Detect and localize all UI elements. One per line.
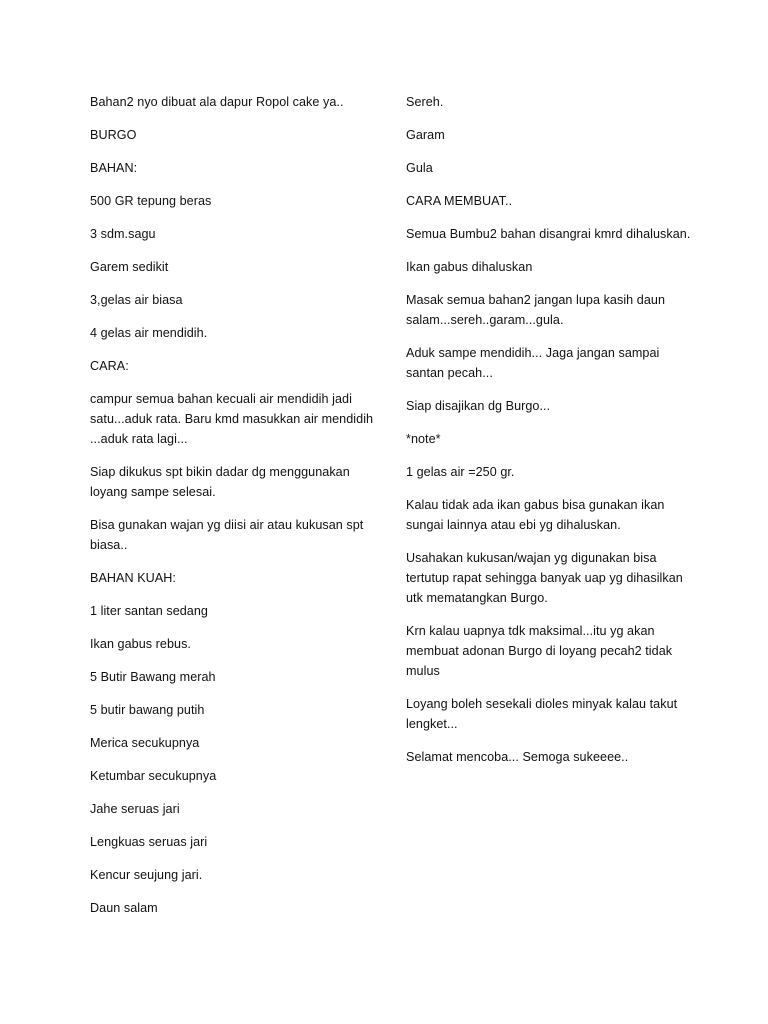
sauce-ingredient-line: Ikan gabus rebus. [90,637,191,651]
note-heading: *note* [406,432,441,446]
sauce-ingredient-line: Jahe seruas jari [90,802,180,816]
method-step: campur semua bahan kecuali air mendidih jadi satu...aduk rata. Baru kmd masukkan air mendidih ...aduk rata lagi... [90,392,374,446]
note-line: Krn kalau uapnya tdk maksimal...itu yg akan membuat adonan Burgo di loyang pecah2 tidak mulus [406,624,673,678]
note-line: 1 gelas air =250 gr. [406,465,515,479]
recipe-title: BURGO [90,128,137,142]
sauce-method-step: Siap disajikan dg Burgo... [406,399,551,413]
sauce-ingredient-line: 5 butir bawang putih [90,703,205,717]
method-step: Siap dikukus spt bikin dadar dg menggunakan loyang sampe selesai. [90,465,350,499]
sauce-ingredient-line: Garam [406,128,445,142]
note-line: Kalau tidak ada ikan gabus bisa gunakan ikan sungai lainnya atau ebi yg dihaluskan. [406,498,665,532]
sauce-method-heading: CARA MEMBUAT.. [406,194,513,208]
sauce-method-step: Semua Bumbu2 bahan disangrai kmrd dihaluskan. [406,227,691,241]
ingredient-line: 3 sdm.sagu [90,227,156,241]
ingredient-line: Garem sedikit [90,260,169,274]
sauce-ingredient-line: Merica secukupnya [90,736,200,750]
sauce-method-step: Ikan gabus dihaluskan [406,260,533,274]
sauce-ingredient-line: Ketumbar secukupnya [90,769,217,783]
ingredient-line: 500 GR tepung beras [90,194,212,208]
ingredients-heading: BAHAN: [90,161,138,175]
sauce-ingredient-line: 1 liter santan sedang [90,604,208,618]
note-line: Usahakan kukusan/wajan yg digunakan bisa tertutup rapat sehingga banyak uap yg dihasilkan utk mematangkan Burgo. [406,551,683,605]
method-heading: CARA: [90,359,129,373]
sauce-method-step: Masak semua bahan2 jangan lupa kasih daun salam...sereh..garam...gula. [406,293,666,327]
closing-line: Selamat mencoba... Semoga sukeeee.. [406,750,629,764]
sauce-ingredient-line: Lengkuas seruas jari [90,835,208,849]
ingredient-line: 3,gelas air biasa [90,293,183,307]
ingredient-line: 4 gelas air mendidih. [90,326,208,340]
sauce-method-step: Aduk sampe mendidih... Jaga jangan sampai santan pecah... [406,346,660,380]
method-step: Bisa gunakan wajan yg diisi air atau kukusan spt biasa.. [90,518,364,552]
intro-line: Bahan2 nyo dibuat ala dapur Ropol cake ya.. [90,95,344,109]
sauce-ingredient-line: Sereh. [406,95,444,109]
sauce-ingredient-line: Kencur seujung jari. [90,868,203,882]
sauce-ingredient-line: Daun salam [90,901,158,915]
right-column [406,92,696,780]
sauce-ingredient-line: 5 Butir Bawang merah [90,670,216,684]
note-line: Loyang boleh sesekali dioles minyak kalau takut lengket... [406,697,678,731]
sauce-ingredient-line: Gula [406,161,433,175]
sauce-ingredients-heading: BAHAN KUAH: [90,571,176,585]
left-column [90,92,380,931]
